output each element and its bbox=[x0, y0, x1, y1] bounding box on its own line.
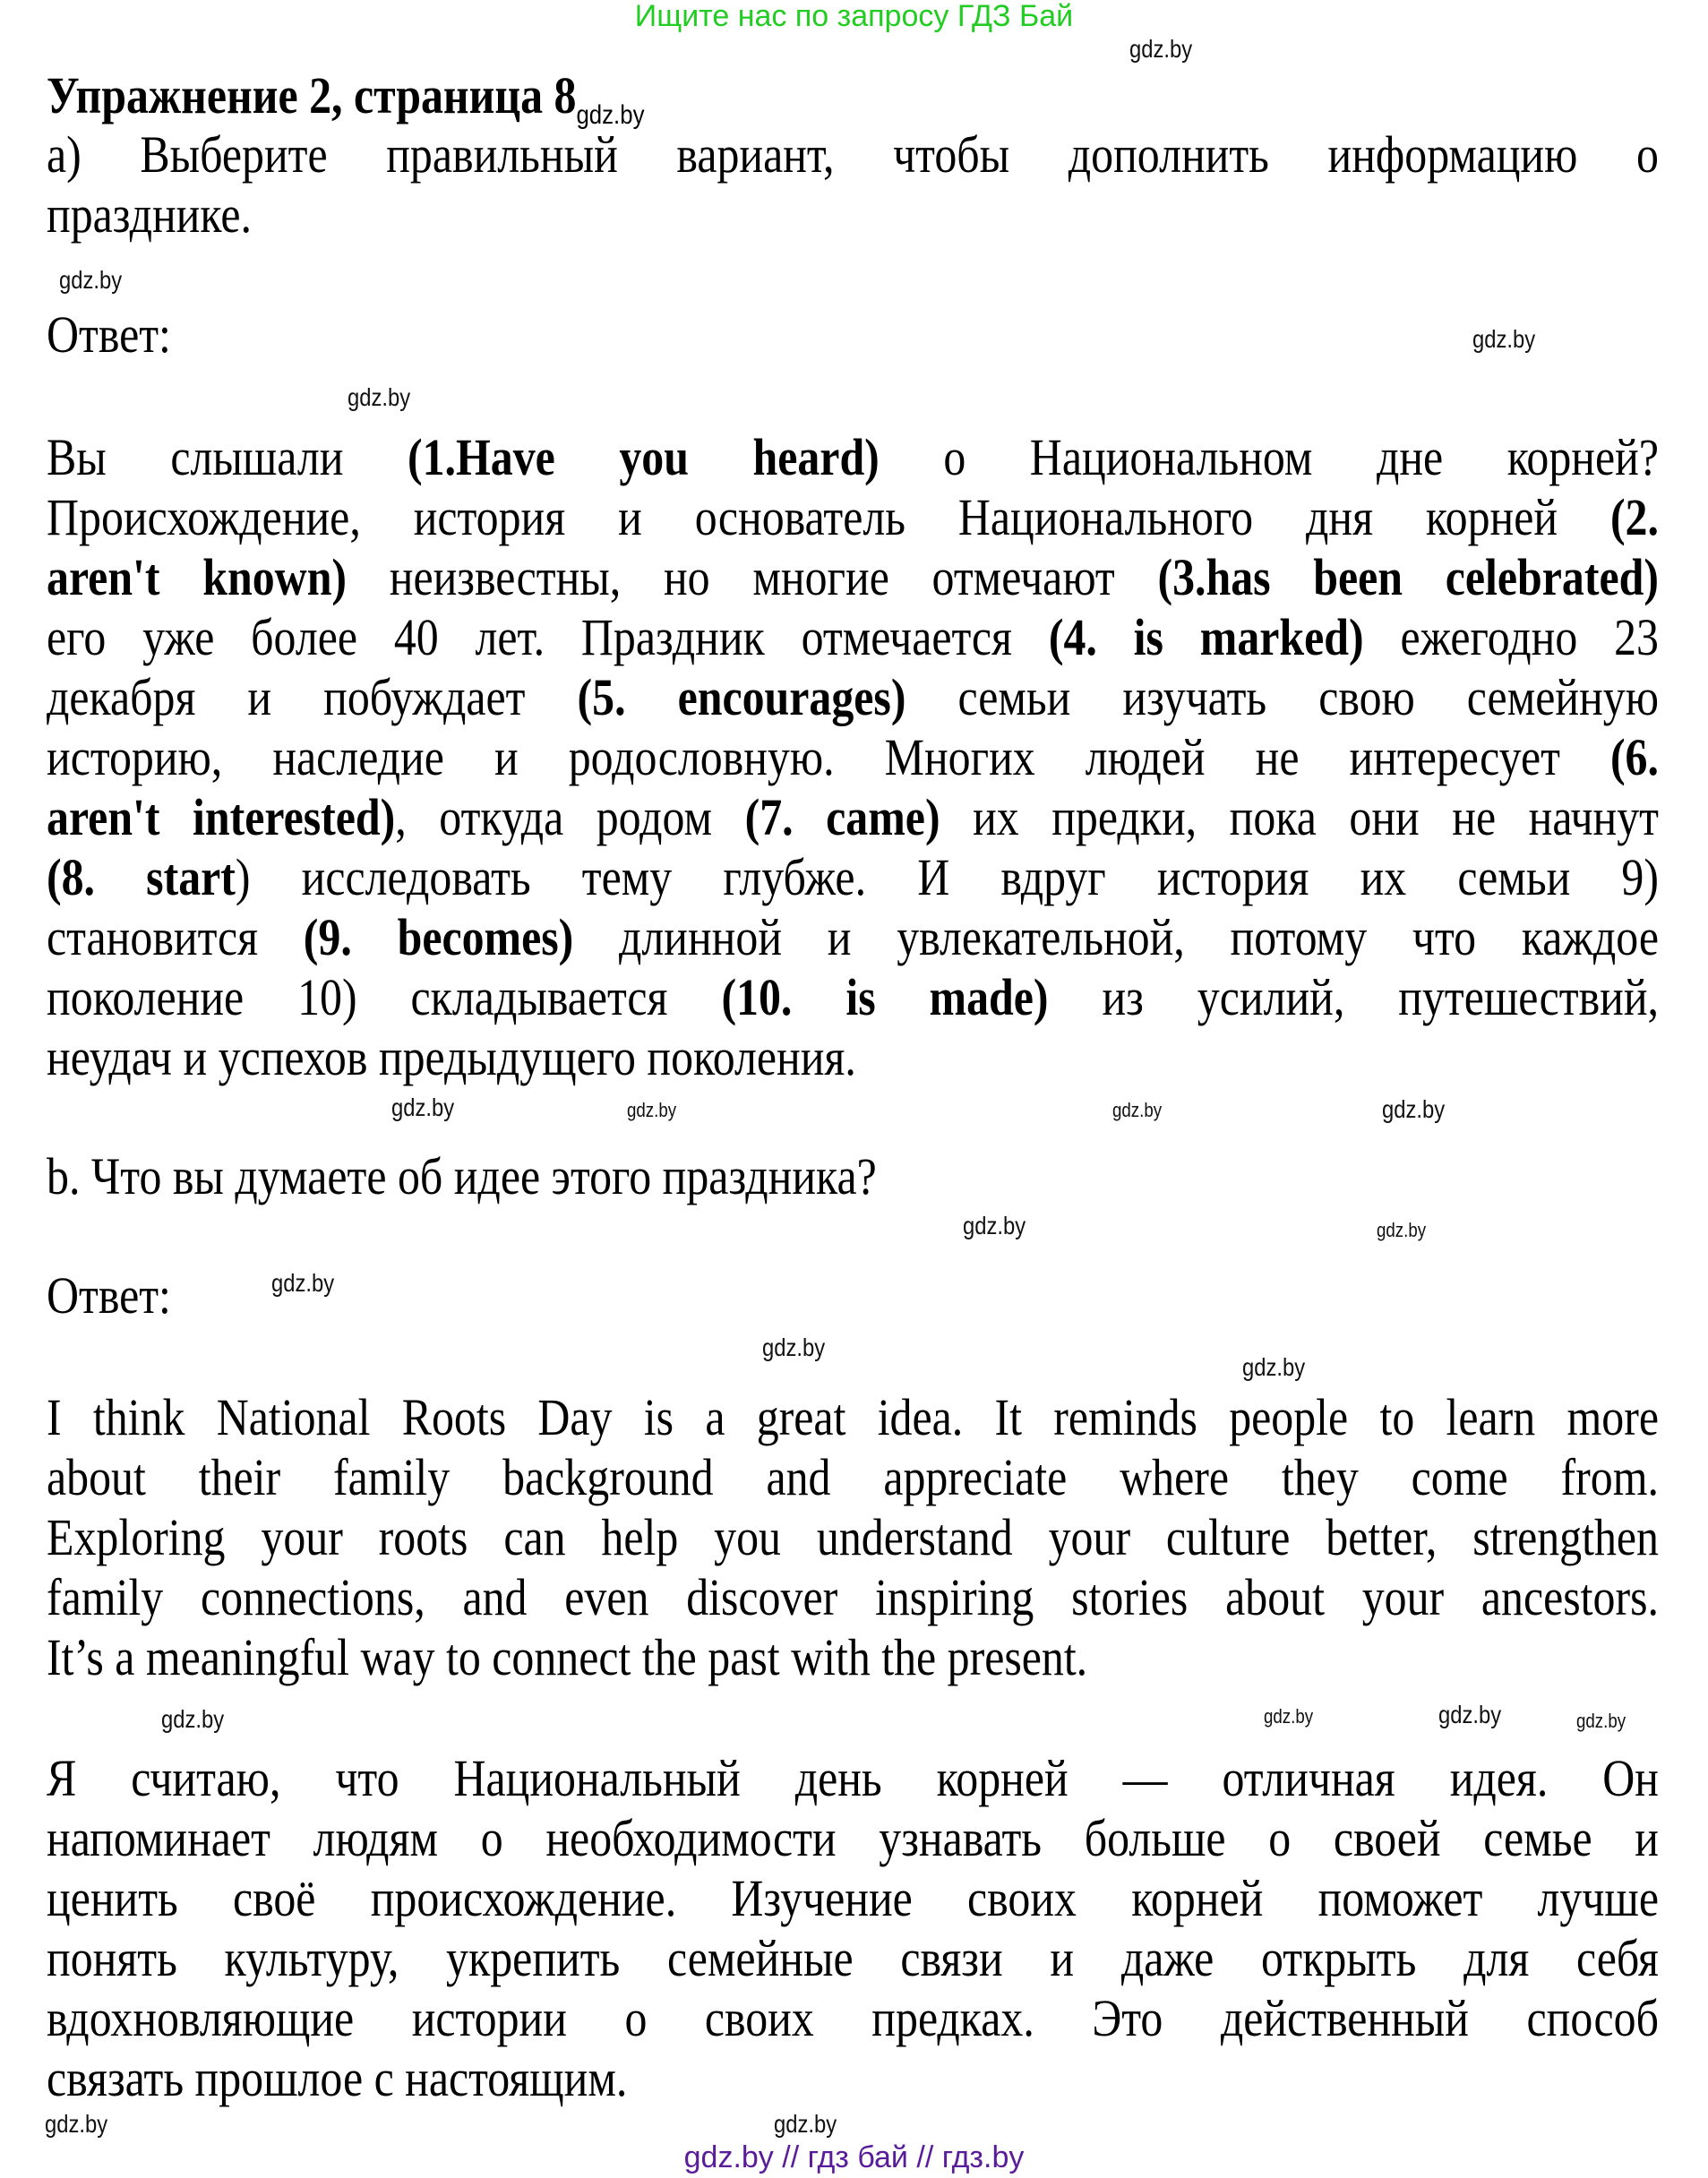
answer-highlight: (6. bbox=[1609, 728, 1659, 786]
text-line bbox=[47, 907, 1659, 967]
watermark: gdz.by bbox=[391, 1093, 455, 1121]
text-segment: ценить своё происхождение. Изучение своих корней поможет лучше bbox=[47, 1869, 1659, 1927]
answer-paragraph-a bbox=[47, 427, 1659, 1087]
answer-label-a: Ответ: bbox=[47, 305, 171, 364]
text-segment: о Национальном дне корней? bbox=[879, 428, 1659, 486]
text-segment: понять культуру, укрепить семейные связи и даже открыть для себя bbox=[47, 1929, 1659, 1987]
text-segment: It’s a meaningful way to connect the past with the present. bbox=[47, 1628, 1088, 1686]
text-segment: декабря и побуждает bbox=[47, 668, 578, 726]
answer-highlight: (1.Have you heard) bbox=[407, 428, 880, 486]
text-segment: неизвестны, но многие отмечают bbox=[347, 548, 1158, 606]
watermark: gdz.by bbox=[348, 383, 411, 411]
text-segment: его уже более 40 лет. Праздник отмечается bbox=[47, 608, 1049, 666]
text-line bbox=[47, 1567, 1659, 1627]
answer-highlight: (10. is made) bbox=[721, 968, 1049, 1026]
title-text: Упражнение 2, страница 8 bbox=[47, 66, 577, 124]
text-segment: длинной и увлекательной, потому что каждое bbox=[573, 908, 1659, 966]
text-segment: их предки, пока они не начнут bbox=[940, 788, 1659, 846]
text-segment: неудач и успехов предыдущего поколения. bbox=[47, 1028, 856, 1086]
text-segment: Exploring your roots can help you understand your culture better, strengthen bbox=[47, 1508, 1659, 1566]
watermark: gdz.by bbox=[1112, 1099, 1163, 1121]
text-segment: Я считаю, что Национальный день корней — отличная идея. Он bbox=[47, 1749, 1659, 1807]
watermark: gdz.by bbox=[1264, 1705, 1314, 1728]
watermark: gdz.by bbox=[762, 1333, 826, 1361]
text-line bbox=[47, 184, 1659, 244]
watermark: gdz.by bbox=[774, 2110, 837, 2138]
answer-highlight: (7. came) bbox=[744, 788, 940, 846]
text-line bbox=[47, 487, 1659, 547]
answer-highlight: aren't known) bbox=[47, 548, 348, 606]
text-line bbox=[47, 1868, 1659, 1928]
answer-paragraph-ru bbox=[47, 1748, 1659, 2108]
text-line bbox=[47, 1027, 1659, 1087]
text-line bbox=[47, 2048, 1659, 2108]
watermark: gdz.by bbox=[1576, 1710, 1626, 1732]
answer-paragraph-en bbox=[47, 1387, 1659, 1687]
text-segment: , откуда родом bbox=[395, 788, 745, 846]
answer-label-b: Ответ: bbox=[47, 1266, 171, 1325]
text-segment: вдохновляющие истории о своих предках. Это действенный способ bbox=[47, 1989, 1659, 2047]
watermark: gdz.by bbox=[59, 266, 123, 294]
watermark: gdz.by bbox=[1472, 325, 1536, 353]
answer-highlight: (9. becomes) bbox=[303, 908, 574, 966]
answer-highlight: (3.has been celebrated) bbox=[1157, 548, 1659, 606]
watermark: gdz.by bbox=[161, 1705, 225, 1733]
watermark: gdz.by bbox=[1242, 1353, 1306, 1381]
text-line bbox=[47, 1928, 1659, 1988]
text-line bbox=[47, 547, 1659, 607]
watermark: gdz.by bbox=[1438, 1701, 1502, 1728]
text-line bbox=[47, 124, 1659, 184]
watermark: gdz.by bbox=[45, 2110, 108, 2138]
text-line bbox=[47, 1748, 1659, 1808]
watermark: gdz.by bbox=[627, 1099, 677, 1121]
text-line bbox=[47, 847, 1659, 907]
answer-highlight: (8. start bbox=[47, 848, 236, 906]
text-segment: about their family background and appreciate where they come from. bbox=[47, 1448, 1659, 1506]
text-segment: Вы слышали bbox=[47, 428, 408, 486]
text-line bbox=[47, 667, 1659, 727]
text-segment: семьи изучать свою семейную bbox=[905, 668, 1659, 726]
task-b: b. Что вы думаете об идее этого праздника? bbox=[47, 1147, 877, 1205]
text-segment: а) Выберите правильный вариант, чтобы дополнить информацию о bbox=[47, 125, 1659, 184]
top-banner[interactable]: Ищите нас по запросу ГДЗ Бай bbox=[634, 0, 1074, 33]
task-a bbox=[47, 124, 1659, 244]
text-line bbox=[47, 1988, 1659, 2048]
text-line bbox=[47, 1627, 1659, 1687]
text-segment: Происхождение, история и основатель Национального дня корней bbox=[47, 488, 1610, 546]
text-line bbox=[47, 1387, 1659, 1447]
text-line bbox=[47, 607, 1659, 667]
text-segment: family connections, and even discover inspiring stories about your ancestors. bbox=[47, 1568, 1659, 1626]
watermark: gdz.by bbox=[576, 100, 645, 130]
text-line bbox=[47, 967, 1659, 1027]
text-segment: I think National Roots Day is a great idea. It reminds people to learn more bbox=[47, 1388, 1659, 1446]
answer-highlight: (2. bbox=[1609, 488, 1659, 546]
text-line bbox=[47, 787, 1659, 847]
text-segment: из усилий, путешествий, bbox=[1048, 968, 1659, 1026]
answer-highlight: (5. encourages) bbox=[577, 668, 906, 726]
text-line bbox=[47, 427, 1659, 487]
watermark: gdz.by bbox=[1129, 35, 1193, 63]
text-segment: напоминает людям о необходимости узнавать больше о своей семье и bbox=[47, 1809, 1659, 1867]
text-line bbox=[47, 727, 1659, 787]
text-segment: связать прошлое с настоящим. bbox=[47, 2049, 628, 2107]
text-segment: историю, наследие и родословную. Многих людей не интересует bbox=[47, 728, 1610, 786]
text-segment: празднике. bbox=[47, 185, 252, 244]
watermark: gdz.by bbox=[271, 1269, 335, 1297]
answer-highlight: aren't interested) bbox=[47, 788, 396, 846]
text-line bbox=[47, 1447, 1659, 1507]
footer-links[interactable]: gdz.by // гдз бай // гдз.by bbox=[683, 2140, 1025, 2174]
text-line bbox=[47, 1507, 1659, 1567]
text-segment: ежегодно 23 bbox=[1363, 608, 1659, 666]
text-segment: становится bbox=[47, 908, 304, 966]
watermark: gdz.by bbox=[1382, 1095, 1446, 1123]
answer-highlight: (4. is marked) bbox=[1048, 608, 1364, 666]
watermark: gdz.by bbox=[1377, 1219, 1427, 1241]
text-line bbox=[47, 1808, 1659, 1868]
text-segment: поколение 10) складывается bbox=[47, 968, 722, 1026]
text-segment: ) исследовать тему глубже. И вдруг история их семьи 9) bbox=[235, 848, 1659, 906]
watermark: gdz.by bbox=[963, 1212, 1026, 1239]
